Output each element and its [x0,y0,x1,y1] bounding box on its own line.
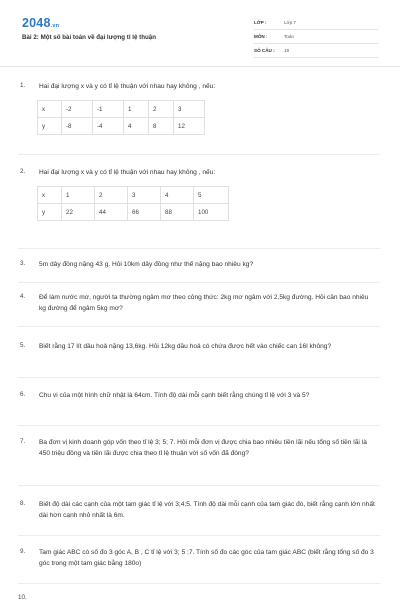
question-number: 2. [20,168,26,175]
table-cell: 4 [124,118,149,135]
table-cell: 4 [161,187,194,204]
table-cell: -1 [93,101,124,118]
table-cell: 88 [161,204,194,221]
question-text: Để làm nước mơ, người ta thường ngâm mơ theo công thức: 2kg mơ ngâm với 2,5kg đường. Hỏi cần bao nhiêu kg đường để ngâm 5kg mơ? [39,294,369,312]
table-row-y [38,204,229,221]
table-cell: 66 [128,204,161,221]
table-cell: 12 [174,118,205,135]
meta-value: 19 [284,48,290,53]
question-number: 4. [20,293,26,300]
table-cell: -4 [93,118,124,135]
meta-value: Toán [284,34,294,39]
divider [18,583,380,584]
table-cell: 44 [95,204,128,221]
meta-label: SỐ CÂU : [254,48,275,53]
meta-label: MÔN : [254,34,268,39]
question-text: Hai đại lượng x và y có tỉ lệ thuận với nhau hay không , nếu: [39,83,216,90]
table-row-x [38,101,205,118]
question-text: Hai đại lượng x và y có tỉ lệ thuận với nhau hay không , nếu: [39,169,216,176]
table-cell: x [38,187,62,204]
question-number: 9. [20,548,26,555]
divider [18,326,380,327]
divider [18,425,380,426]
table-cell: 2 [149,101,174,118]
divider [18,377,380,378]
question-number: 6. [20,391,26,398]
table-cell: 1 [124,101,149,118]
table-cell: 1 [62,187,95,204]
question-number: 1. [20,82,26,89]
logo-main: 2048 [22,16,51,30]
meta-label: LỚP : [254,20,267,25]
table-cell: 2 [95,187,128,204]
table-cell: 8 [149,118,174,135]
value-table-2 [37,186,229,221]
table-cell: 3 [174,101,205,118]
question-text: 5m dây đồng nặng 43 g. Hỏi 10km dây đồng như thế nặng bao nhiêu kg? [39,261,254,268]
question-text: Tam giác ABC có số đo 3 góc A, B , C tỉ lệ với 3; 5 ;7. Tính số đo các góc của tam giác ABC (biết rằng tổng số đo 3 góc trong một tam giác bằng 180o) [39,549,374,567]
divider [18,535,380,536]
table-cell: y [38,204,62,221]
question-number: 7. [20,438,26,445]
table-cell: -2 [62,101,93,118]
question-number: 5. [20,342,26,349]
question-text: Chu vi của một hình chữ nhật là 64cm. Tính độ dài mỗi cạnh biết rằng chúng tỉ lệ với 3 và 5? [39,392,310,399]
table-cell: x [38,101,62,118]
question-number: 3. [20,260,26,267]
question-text: Biết rằng 17 lít dầu hoả nặng 13,6kg. Hỏi 12kg dầu hoả có chứa được hết vào chiếc can 16l không? [39,343,332,350]
table-cell: 22 [62,204,95,221]
value-table-1 [37,100,205,135]
table-cell: y [38,118,62,135]
question-number: 10. [18,594,27,601]
logo-suffix: .vn [50,23,60,29]
table-row-y [38,118,205,135]
meta-value: Lớp 7 [284,20,296,25]
table-cell: 100 [194,204,229,221]
table-cell: -8 [62,118,93,135]
table-cell: 3 [128,187,161,204]
divider [18,282,380,283]
divider [18,248,380,249]
lesson-title: Bài 2: Một số bài toán về đại lượng tỉ lệ thuận [22,34,157,41]
table-cell: 5 [194,187,229,204]
question-number: 8. [20,500,26,507]
question-text: Biết độ dài các cạnh của một tam giác tỉ lệ với 3;4;5. Tính độ dài mỗi cạnh của tam giác đó, biết rằng cạnh lớn nhất dài hơn cạnh nhỏ nhất là 6m. [39,501,375,519]
table-row-x [38,187,229,204]
divider [18,485,380,486]
divider [18,154,380,155]
question-text: Ba đơn vị kinh doanh góp vốn theo tỉ lệ 3; 5; 7. Hỏi mỗi đơn vị được chia bao nhiêu tiền lãi nếu tổng số tiền lãi là 450 triệu đồng và tiền lãi được chia theo tỉ lệ thuận với số vốn đã đóng? [39,439,367,457]
